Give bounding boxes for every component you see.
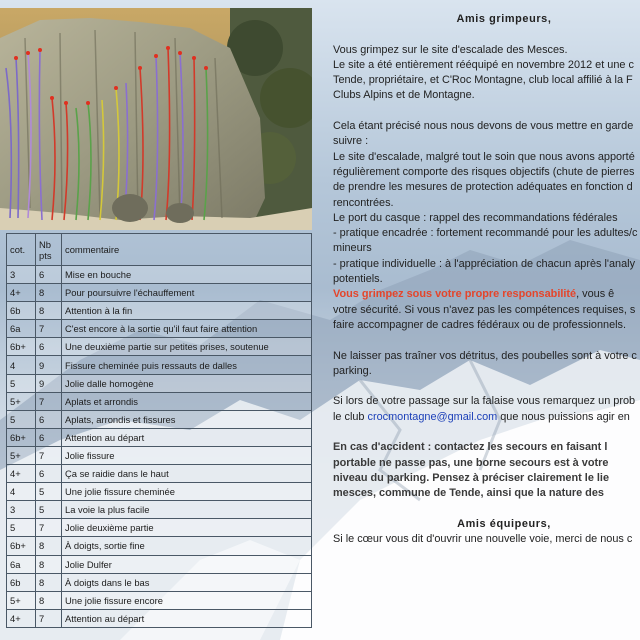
letter-line: faire accompagner de cadres fédéraux ou de professionnels. <box>333 318 627 331</box>
cell-points: 7 <box>36 392 62 410</box>
cell-grade: 4+ <box>7 465 36 483</box>
cell-comment: La voie la plus facile <box>62 501 312 519</box>
table-row <box>7 428 312 446</box>
header-grade: cot. <box>7 234 36 266</box>
cell-points: 6 <box>36 338 62 356</box>
cell-comment: Une jolie fissure encore <box>62 591 312 609</box>
cell-grade: 6b+ <box>7 338 36 356</box>
cell-grade: 3 <box>7 501 36 519</box>
routes-table-body <box>7 266 312 628</box>
cell-grade: 6b <box>7 573 36 591</box>
letter-line: régulièrement comporte des risques objectifs (chute de pierres <box>333 165 635 178</box>
cell-points: 6 <box>36 410 62 428</box>
cell-comment: Attention au départ <box>62 428 312 446</box>
cell-grade: 4 <box>7 483 36 501</box>
cell-points: 5 <box>36 483 62 501</box>
cell-points: 7 <box>36 446 62 464</box>
letter-text <box>333 12 640 547</box>
letter-line: En cas d'accident : contactez les secours en faisant l <box>333 441 608 454</box>
club-email-link[interactable]: crocmontagne@gmail.com <box>367 410 498 423</box>
cell-points: 5 <box>36 501 62 519</box>
table-row <box>7 320 312 338</box>
letter-title-equippers: Amis équipeurs, <box>457 517 551 530</box>
table-row <box>7 266 312 284</box>
cell-points: 9 <box>36 356 62 374</box>
table-row <box>7 501 312 519</box>
letter-line: rencontrées. <box>333 196 394 209</box>
cell-points: 8 <box>36 284 62 302</box>
cell-comment: À doigts dans le bas <box>62 573 312 591</box>
cell-comment: À doigts, sortie fine <box>62 537 312 555</box>
cell-grade: 6a <box>7 320 36 338</box>
table-row <box>7 302 312 320</box>
responsibility-rest: , vous ê <box>576 288 615 301</box>
responsibility-warning: Vous grimpez sous votre propre responsabilité <box>333 288 577 301</box>
letter-line: suivre : <box>333 135 369 148</box>
cell-points: 7 <box>36 609 62 627</box>
table-row <box>7 374 312 392</box>
cell-points: 6 <box>36 428 62 446</box>
letter-line: de prendre les mesures de protection adéquates en fonction d <box>333 181 633 194</box>
table-row <box>7 410 312 428</box>
cell-comment: C'est encore à la sortie qu'il faut faire attention <box>62 320 312 338</box>
cell-points: 8 <box>36 573 62 591</box>
cell-comment: Une deuxième partie sur petites prises, soutenue <box>62 338 312 356</box>
cell-comment: Jolie fissure <box>62 446 312 464</box>
table-row <box>7 392 312 410</box>
paragraph-warnings <box>333 119 640 287</box>
paragraph-security <box>333 303 640 334</box>
cell-points: 7 <box>36 519 62 537</box>
letter-line: - pratique encadrée : fortement recommandé pour les adultes/c <box>333 227 638 240</box>
letter-line: - pratique individuelle : à l'appréciation de chacun après l'analy <box>333 257 636 270</box>
paragraph-accident <box>333 440 640 501</box>
cell-grade: 5 <box>7 519 36 537</box>
cell-comment: Fissure cheminée puis ressauts de dalles <box>62 356 312 374</box>
cell-grade: 6a <box>7 555 36 573</box>
contact-pre: le club <box>333 410 368 423</box>
paragraph-litter <box>333 349 640 380</box>
table-row <box>7 591 312 609</box>
routes-table <box>6 233 312 628</box>
cell-comment: Attention au départ <box>62 609 312 627</box>
letter-line: Le site a été entièrement rééquipé en novembre 2012 et une c <box>333 58 634 71</box>
cell-grade: 5+ <box>7 591 36 609</box>
cell-grade: 4+ <box>7 284 36 302</box>
cell-grade: 6b+ <box>7 428 36 446</box>
letter-line: Le site d'escalade, malgré tout le soin que nous avons apporté <box>333 150 635 163</box>
cell-points: 8 <box>36 591 62 609</box>
cell-points: 8 <box>36 555 62 573</box>
cell-comment: Jolie dalle homogène <box>62 374 312 392</box>
letter-line: Cela étant précisé nous nous devons de vous mettre en garde <box>333 120 634 133</box>
cell-points: 9 <box>36 374 62 392</box>
cell-comment: Aplats et arrondis <box>62 392 312 410</box>
header-points: Nb pts <box>36 234 62 266</box>
cell-comment: Une jolie fissure cheminée <box>62 483 312 501</box>
cell-grade: 5 <box>7 410 36 428</box>
cell-grade: 6b <box>7 302 36 320</box>
contact-post: que nous puissions agir en <box>497 410 630 423</box>
table-header-row <box>7 234 312 266</box>
letter-line: mesces, commune de Tende, ainsi que la nature des <box>333 487 604 500</box>
cell-grade: 5+ <box>7 392 36 410</box>
cell-grade: 4+ <box>7 609 36 627</box>
cell-points: 8 <box>36 537 62 555</box>
table-row <box>7 356 312 374</box>
letter-line: portable ne passe pas, une borne secours est à votre <box>333 456 609 469</box>
table-row <box>7 483 312 501</box>
table-row <box>7 573 312 591</box>
table-row <box>7 284 312 302</box>
paragraph-equippers: Si le cœur vous dit d'ouvrir une nouvelle voie, merci de nous c <box>333 533 633 546</box>
contact-line <box>333 410 640 425</box>
cell-grade: 5+ <box>7 446 36 464</box>
cell-comment: Pour poursuivre l'échauffement <box>62 284 312 302</box>
table-row <box>7 338 312 356</box>
letter-line: niveau du parking. Pensez à préciser clairement le lie <box>333 471 610 484</box>
cell-comment: Jolie deuxième partie <box>62 519 312 537</box>
letter-line: potentiels. <box>333 273 383 286</box>
letter-line: mineurs <box>333 242 372 255</box>
paragraph-intro <box>333 43 640 104</box>
letter-line: Clubs Alpins et de Montagne. <box>333 89 475 102</box>
table-row <box>7 537 312 555</box>
cell-comment: Aplats, arrondis et fissures <box>62 410 312 428</box>
cell-grade: 5 <box>7 374 36 392</box>
cell-comment: Attention à la fin <box>62 302 312 320</box>
cell-grade: 3 <box>7 266 36 284</box>
cell-comment: Jolie Dulfer <box>62 555 312 573</box>
table-row <box>7 519 312 537</box>
cell-grade: 4 <box>7 356 36 374</box>
letter-line: Ne laisser pas traîner vos détritus, des poubelles sont à votre c <box>333 349 637 362</box>
letter-line: Vous grimpez sur le site d'escalade des Mesces. <box>333 43 568 56</box>
table-row <box>7 446 312 464</box>
cell-grade: 6b+ <box>7 537 36 555</box>
cell-points: 8 <box>36 302 62 320</box>
table-row <box>7 555 312 573</box>
problem-line: Si lors de votre passage sur la falaise vous remarquez un prob <box>333 395 636 408</box>
letter-title: Amis grimpeurs, <box>456 13 552 25</box>
letter-line: votre sécurité. Si vous n'avez pas les compétences requises, s <box>333 303 636 316</box>
cell-points: 6 <box>36 266 62 284</box>
table-row <box>7 609 312 627</box>
table-row <box>7 465 312 483</box>
header-comment: commentaire <box>62 234 312 266</box>
responsibility-line <box>333 287 640 302</box>
letter-line: Le port du casque : rappel des recommandations fédérales <box>333 211 618 224</box>
cell-points: 6 <box>36 465 62 483</box>
cell-comment: Ça se raidie dans le haut <box>62 465 312 483</box>
cell-comment: Mise en bouche <box>62 266 312 284</box>
cell-points: 7 <box>36 320 62 338</box>
letter-line: parking. <box>333 364 372 377</box>
letter-line: Tende, propriétaire, et C'Roc Montagne, club local affilié à la F <box>333 74 633 87</box>
